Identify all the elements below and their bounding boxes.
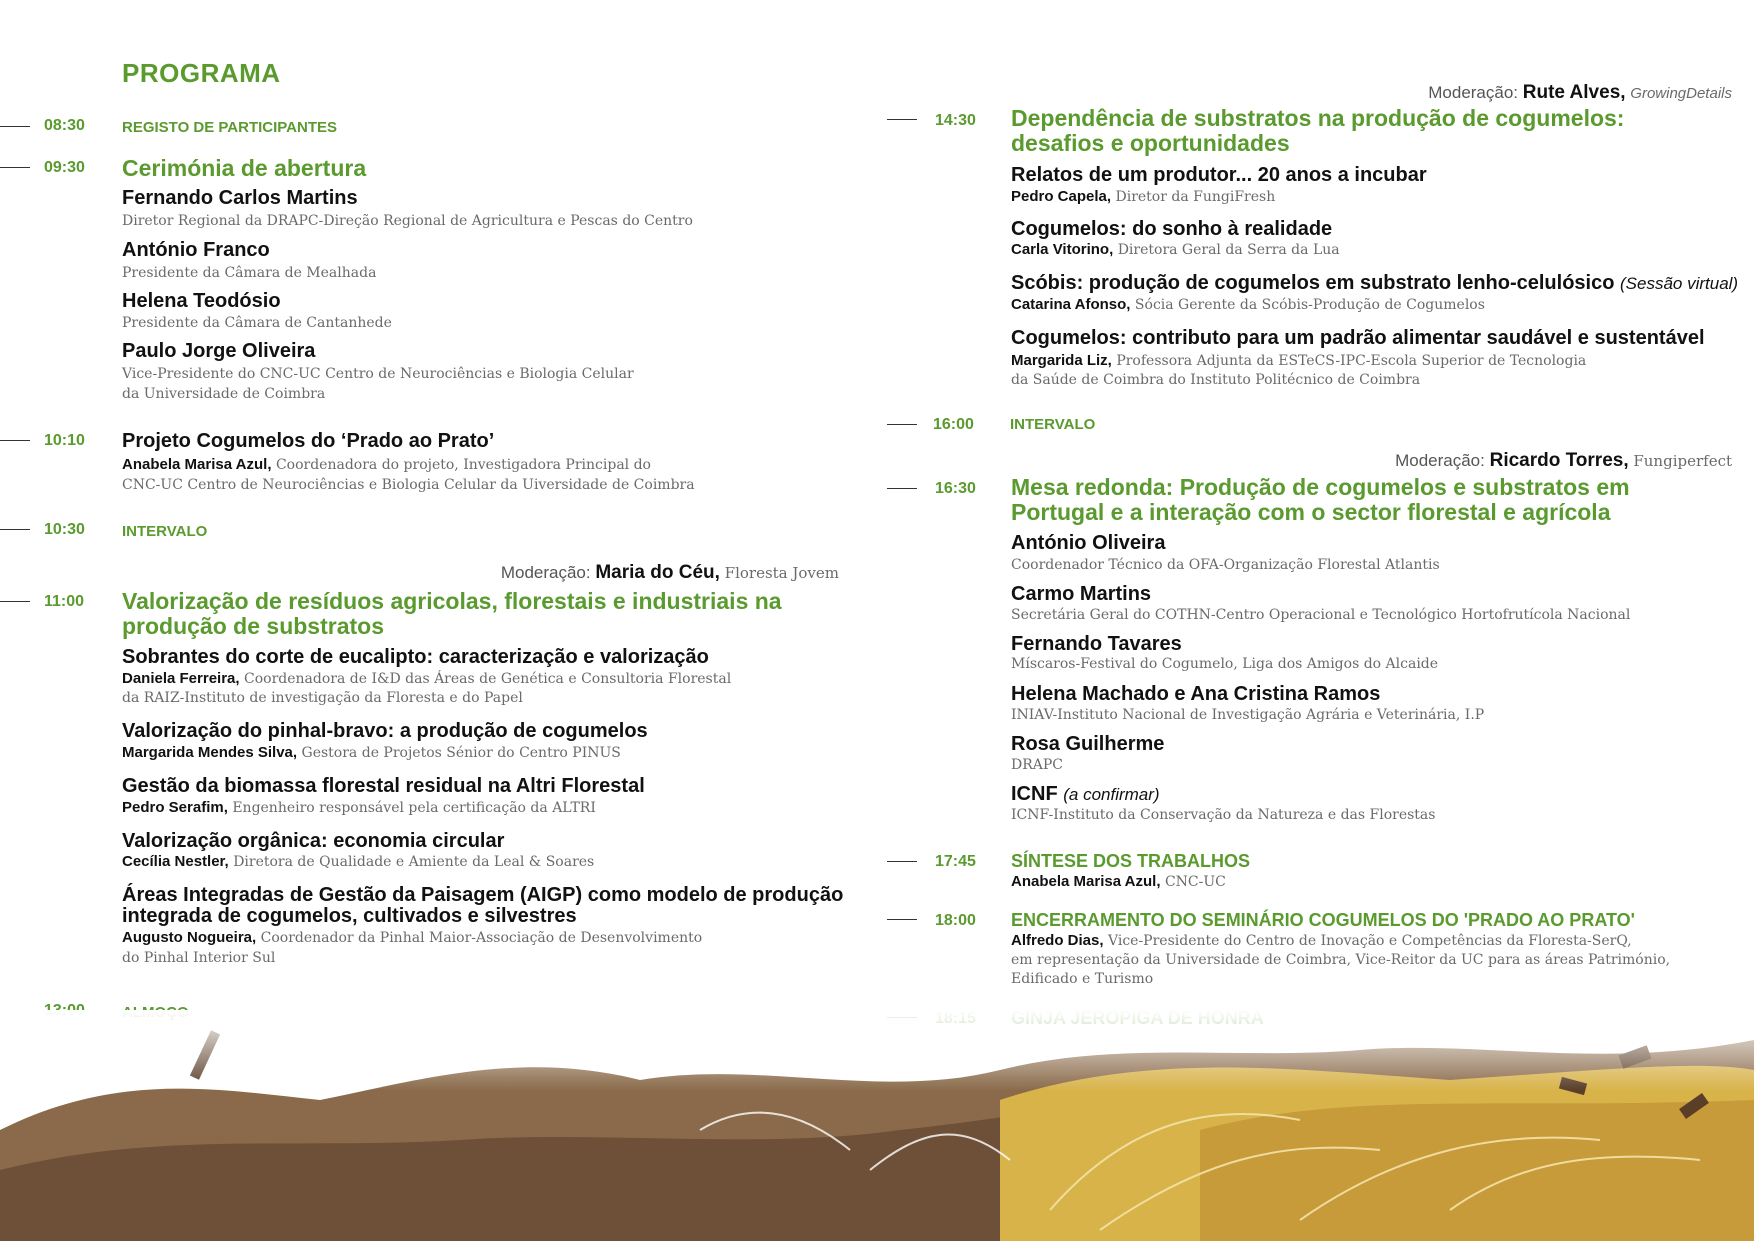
speaker-role: Diretor da FungiFresh	[1115, 189, 1276, 205]
talk-speaker	[1011, 240, 1340, 260]
moderator-org: Fungiperfect	[1633, 452, 1732, 470]
speaker-name: Carmo Martins	[1011, 583, 1152, 605]
intervalo-label: INTERVALO	[122, 523, 208, 540]
talk-title	[1011, 272, 1738, 295]
moderator-name: Rute Alves,	[1522, 82, 1626, 103]
speaker-name: Cecília Nestler,	[122, 853, 229, 870]
projeto-title: Projeto Cogumelos do ‘Prado ao Prato’	[122, 430, 495, 452]
speaker-name: Pedro Capela,	[1011, 188, 1112, 205]
speaker-role: Coordenador Técnico da OFA-Organização Florestal Atlantis	[1011, 557, 1440, 573]
time-rule	[0, 440, 30, 441]
talk-speaker	[122, 852, 594, 872]
valorizacao-title-cont: produção de substratos	[122, 613, 384, 639]
moderation-prefix: Moderação:	[1395, 451, 1485, 470]
substrate-illustration	[0, 1010, 1754, 1241]
talk-title: Cogumelos: do sonho à realidade	[1011, 218, 1333, 240]
speaker-name: Paulo Jorge Oliveira	[122, 340, 316, 362]
moderator-org: GrowingDetails	[1630, 85, 1732, 102]
encerramento-label: ENCERRAMENTO DO SEMINÁRIO COGUMELOS DO 'PRADO AO PRATO'	[1011, 910, 1635, 930]
time-1600: 16:00	[933, 416, 974, 433]
talk-speaker	[1011, 295, 1485, 315]
speaker-name: Helena Machado e Ana Cristina Ramos	[1011, 683, 1381, 705]
speaker-role: Diretora de Qualidade e Amiente da Leal & Soares	[233, 854, 595, 870]
speaker-role: Gestora de Projetos Sénior do Centro PINUS	[301, 745, 621, 761]
speaker-name: Helena Teodósio	[122, 290, 281, 312]
dependencia-title: Dependência de substratos na produção de cogumelos:	[1011, 105, 1625, 131]
speaker-name: António Oliveira	[1011, 532, 1166, 554]
talk-title: Cogumelos: contributo para um padrão alimentar saudável e sustentável	[1011, 327, 1705, 349]
moderator-name: Ricardo Torres,	[1489, 450, 1629, 471]
talk-title-cont: integrada de cogumelos, cultivados e silvestres	[122, 905, 577, 927]
moderation-prefix: Moderação:	[1428, 83, 1519, 102]
speaker-role-cont: CNC-UC Centro de Neurociências e Biologia Celular da Uiversidade de Coimbra	[122, 477, 695, 493]
speaker-role: INIAV-Instituto Nacional de Investigação Agrária e Veterinária, I.P	[1011, 707, 1485, 723]
speaker-name: Margarida Mendes Silva,	[122, 744, 298, 761]
speaker-role: ICNF-Instituto da Conservação da Natureza e das Florestas	[1011, 807, 1436, 823]
talk-speaker	[122, 669, 731, 689]
time-1800: 18:00	[935, 912, 976, 929]
talk-title-text: Scóbis: produção de cogumelos em substrato lenho-celulósico	[1011, 272, 1615, 294]
mesa-title: Mesa redonda: Produção de cogumelos e substratos em	[1011, 474, 1630, 500]
speaker-name	[1011, 783, 1160, 806]
talk-title: Sobrantes do corte de eucalipto: caracterização e valorização	[122, 646, 709, 668]
speaker-name: Daniela Ferreira,	[122, 670, 240, 687]
projeto-speaker	[122, 455, 651, 475]
time-0930: 09:30	[44, 159, 85, 176]
speaker-note: (a confirmar)	[1063, 785, 1160, 804]
sintese-speaker	[1011, 872, 1226, 892]
speaker-role: Coordenador da Pinhal Maior-Associação de Desenvolvimento	[260, 930, 703, 946]
speaker-role: Sócia Gerente da Scóbis-Produção de Cogumelos	[1134, 297, 1485, 313]
speaker-role: Míscaros-Festival do Cogumelo, Liga dos Amigos do Alcaide	[1011, 656, 1439, 672]
time-1030: 10:30	[44, 521, 85, 538]
time-rule	[887, 861, 917, 862]
speaker-role-cont: em representação da Universidade de Coimbra, Vice-Reitor da UC para as áreas Património,	[1011, 952, 1671, 968]
speaker-name: Fernando Carlos Martins	[122, 187, 358, 209]
moderator-org: Floresta Jovem	[724, 564, 839, 582]
sintese-label: SÍNTESE DOS TRABALHOS	[1011, 851, 1251, 871]
encerramento-speaker	[1011, 931, 1632, 951]
page-title: PROGRAMA	[122, 58, 281, 88]
time-1100: 11:00	[44, 593, 85, 610]
talk-speaker	[1011, 187, 1275, 207]
speaker-name: Anabela Marisa Azul,	[1011, 873, 1161, 890]
speaker-name: Margarida Liz,	[1011, 352, 1112, 369]
speaker-role: Coordenadora do projeto, Investigadora Principal do	[275, 457, 651, 473]
speaker-name: Carla Vitorino,	[1011, 241, 1114, 258]
moderation	[1395, 450, 1732, 472]
dependencia-title-cont: desafios e oportunidades	[1011, 130, 1290, 156]
speaker-role: Vice-Presidente do CNC-UC Centro de Neurociências e Biologia Celular	[122, 366, 634, 382]
speaker-role: Professora Adjunta da ESTeCS-IPC-Escola Superior de Tecnologia	[1116, 353, 1587, 369]
speaker-name: Catarina Afonso,	[1011, 296, 1131, 313]
talk-title: Valorização do pinhal-bravo: a produção de cogumelos	[122, 720, 648, 742]
speaker-role-cont: do Pinhal Interior Sul	[122, 950, 276, 966]
speaker-role: CNC-UC	[1164, 874, 1226, 890]
abertura-title: Cerimónia de abertura	[122, 155, 367, 181]
speaker-name: Alfredo Dias,	[1011, 932, 1104, 949]
speaker-name: Anabela Marisa Azul,	[122, 456, 272, 473]
speaker-role-cont: Edificado e Turismo	[1011, 971, 1154, 987]
speaker-role: Diretor Regional da DRAPC-Direção Regional de Agricultura e Pescas do Centro	[122, 213, 693, 229]
speaker-role-cont: da RAIZ-Instituto de investigação da Floresta e do Papel	[122, 690, 523, 706]
time-rule	[0, 529, 30, 530]
moderator-name: Maria do Céu,	[595, 562, 720, 583]
time-1010: 10:10	[44, 432, 85, 449]
time-rule	[887, 424, 917, 425]
talk-speaker	[122, 798, 596, 818]
mesa-title-cont: Portugal e a interação com o sector florestal e agrícola	[1011, 499, 1611, 525]
time-1745: 17:45	[935, 853, 976, 870]
speaker-name: Fernando Tavares	[1011, 633, 1182, 655]
speaker-role: Presidente da Câmara de Mealhada	[122, 265, 377, 281]
registo-label: REGISTO DE PARTICIPANTES	[122, 119, 338, 136]
speaker-name: Augusto Nogueira,	[122, 929, 257, 946]
moderation	[1428, 82, 1732, 104]
talk-speaker	[122, 928, 702, 948]
speaker-role: DRAPC	[1011, 757, 1064, 773]
speaker-role: Diretora Geral da Serra da Lua	[1117, 242, 1340, 258]
time-rule	[0, 167, 30, 168]
speaker-role: Vice-Presidente do Centro de Inovação e Competências da Floresta-SerQ,	[1107, 933, 1632, 949]
time-rule	[0, 601, 30, 602]
speaker-name: Rosa Guilherme	[1011, 733, 1165, 755]
time-1630: 16:30	[935, 480, 976, 497]
time-rule	[887, 919, 917, 920]
time-rule	[887, 488, 917, 489]
speaker-role: Coordenadora de I&D das Áreas de Genética e Consultoria Florestal	[244, 671, 732, 687]
valorizacao-title: Valorização de resíduos agricolas, florestais e industriais na	[122, 588, 782, 614]
intervalo-label: INTERVALO	[1010, 416, 1096, 433]
speaker-role-cont: da Universidade de Coimbra	[122, 386, 326, 402]
talk-speaker	[1011, 351, 1586, 371]
speaker-name-text: ICNF	[1011, 783, 1058, 805]
moderation-prefix: Moderação:	[500, 563, 591, 582]
speaker-role: Presidente da Câmara de Cantanhede	[122, 315, 392, 331]
speaker-role: Engenheiro responsável pela certificação da ALTRI	[232, 800, 596, 816]
time-rule	[887, 119, 917, 120]
speaker-role: Secretária Geral do COTHN-Centro Operacional e Tecnológico Hortofrutícola Nacional	[1011, 607, 1631, 623]
time-rule	[0, 126, 30, 127]
talk-title: Gestão da biomassa florestal residual na Altri Florestal	[122, 775, 645, 797]
talk-speaker	[122, 743, 621, 763]
talk-title: Valorização orgânica: economia circular	[122, 830, 505, 852]
speaker-name: Pedro Serafim,	[122, 799, 228, 816]
talk-note: (Sessão virtual)	[1620, 274, 1739, 293]
talk-title: Áreas Integradas de Gestão da Paisagem (AIGP) como modelo de produção	[122, 884, 844, 906]
time-1430: 14:30	[935, 112, 976, 129]
moderation	[501, 562, 839, 584]
speaker-role-cont: da Saúde de Coimbra do Instituto Politécnico de Coimbra	[1011, 372, 1421, 388]
time-0830: 08:30	[44, 117, 85, 134]
speaker-name: António Franco	[122, 239, 270, 261]
talk-title: Relatos de um produtor... 20 anos a incubar	[1011, 164, 1427, 186]
